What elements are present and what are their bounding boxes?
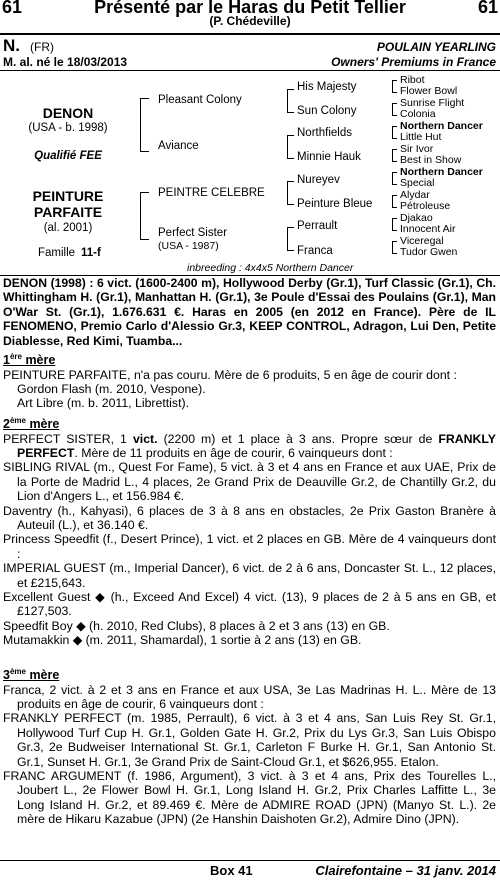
- g4-1: Flower Bowl: [400, 85, 458, 97]
- third-dam-title: [3, 665, 496, 683]
- g4-13: Innocent Air: [400, 223, 456, 235]
- g3-2: Northfields: [297, 127, 352, 139]
- third-dam-section: [3, 665, 496, 827]
- princess-speedfit: Princess Speedfit (f., Desert Prince), 1 vict. et 2 places en GB. Mère de 4 vainqueurs dont :: [3, 532, 496, 561]
- g4-14: Viceregal: [400, 235, 444, 247]
- sire-record-lead: DENON (1998) : 6 vict. (1600-2400 m), Hollywood Derby (Gr.1), Turf Classic (Gr.1), Ch. Whittingham H. (Gr.1), Manhattan H. (Gr.1), 3e Poule d'Essai des Poulains (Gr.1), Man O'War St. (Gr.1),: [3, 276, 496, 319]
- lot-number-right: 61: [477, 0, 498, 17]
- third-dam-title-num: 3: [3, 668, 10, 683]
- first-dam-section: [3, 350, 496, 411]
- mutamakkin: Mutamakkin ◆ (m. 2011, Shamardal), 1 sortie à 2 ans (13) en GB.: [3, 633, 362, 648]
- sire-record: [3, 276, 496, 348]
- dam-origin: (al. 2001): [43, 222, 93, 234]
- second-dam-title: [3, 414, 496, 432]
- dam-sire: PEINTRE CELEBRE: [158, 187, 265, 199]
- g4-9: Special: [400, 177, 435, 189]
- g4-2: Sunrise Flight: [400, 97, 465, 109]
- sale-name-date: Clairefontaine – 31 janv. 2014: [315, 863, 496, 878]
- owners-premiums: Owners' Premiums in France: [331, 55, 496, 69]
- bracket-g3-2: [392, 126, 397, 139]
- footer-rule: [0, 860, 500, 861]
- g3-6: Perrault: [297, 220, 338, 232]
- g3-4: Nureyev: [297, 174, 340, 186]
- bracket-g3-5: [392, 195, 397, 208]
- g4-8: Northern Dancer: [400, 166, 483, 178]
- g4-12: Djakao: [400, 212, 433, 224]
- box-number: Box 41: [210, 863, 253, 878]
- g4-7: Best in Show: [400, 154, 462, 166]
- sire-earnings: 1.676.631 €: [112, 304, 181, 319]
- info-rule: [0, 70, 500, 71]
- first-dam-title: [3, 350, 496, 368]
- frankly-perfect: FRANKLY PERFECT (m. 1985, Perrault), 6 vict. à 3 et 4 ans, San Luis Rey St. Gr.1, Hollywood Turf Cup H. Gr.1, Golden Gate H. Gr.2, Prix du Lys Gr.3, San Luis Obispo Gr.3, 2e Budweiser International St. Gr.1, Carleton F Burke H. Gr.1, San Antonio St. Gr.1, Sunset H. Gr.1, 3e Grand Prix de Saint-Cloud Gr.1, et $626,955. Etalon.: [3, 711, 496, 769]
- g4-3: Colonia: [400, 108, 436, 120]
- g4-4: Northern Dancer: [400, 120, 483, 132]
- sire-sire: Pleasant Colony: [158, 94, 242, 106]
- sire-dam: Aviance: [158, 140, 199, 152]
- sire-name: DENON: [42, 105, 94, 121]
- franca: Franca, 2 vict. à 2 et 3 ans en France et aux USA, 3e Las Madrinas H. L.. Mère de 13 produits en âge de courir, 6 vainqueurs dont :: [3, 682, 496, 711]
- g3-0: His Majesty: [297, 81, 357, 93]
- second-dam-text: [3, 432, 496, 461]
- second-dam-text-a: PERFECT SISTER, 1: [3, 431, 133, 446]
- g4-6: Sir Ivor: [400, 143, 434, 155]
- bracket-g3-4: [392, 172, 397, 185]
- g4-11: Pétroleuse: [400, 200, 451, 212]
- franc-argument: FRANC ARGUMENT (f. 1986, Argument), 3 vict. à 3 et 4 ans, Prix des Tourelles L., Joubert L., 2e Flower Bowl H. Gr.1, Long Island H. Gr.2, Prix Charles Laffitte L., 3e Long Island H. Gr.2, et 89.469 €. Mère de ADMIRE ROAD (JPN) (Manyo St. L.). 2e mère de Hikaru Kazabue (JPN) (2e Hanshin Daishoten Gr.2), Admire Dino (JPN).: [3, 769, 496, 827]
- second-dam-section: [3, 414, 496, 648]
- inbreeding-note: inbreeding : 4x4x5 Northern Dancer: [187, 262, 354, 274]
- g4-15: Tudor Gwen: [400, 246, 458, 258]
- second-dam-text-e: . Mère de 11 produits en âge de courir, 6 vainqueurs dont :: [74, 445, 393, 460]
- lot-number: 61: [2, 0, 23, 17]
- sire-origin: (USA - b. 1998): [28, 122, 108, 134]
- sex-birth: M. al. né le 18/03/2013: [3, 55, 128, 69]
- bracket-g3-6: [392, 218, 397, 231]
- excellent-guest: Excellent Guest ◆ (h., Exceed And Excel) 4 vict. (13), 9 places de 2 à 5 ans en GB, et £127,503.: [3, 590, 496, 619]
- dam-name-2: PARFAITE: [33, 204, 103, 220]
- horse-country: (FR): [30, 40, 54, 54]
- bracket-g2-0: [287, 89, 294, 113]
- g3-7: Franca: [297, 245, 333, 257]
- sire-qualification: Qualifié FEE: [34, 150, 102, 162]
- first-dam-produce-2: Art Libre (m. b. 2011, Librettist).: [17, 396, 189, 411]
- bracket-g3-3: [392, 149, 397, 162]
- g3-3: Minnie Hauk: [297, 151, 361, 163]
- bracket-sire: [140, 98, 149, 152]
- first-dam-title-sup: ère: [9, 352, 22, 361]
- bracket-g3-0: [392, 80, 397, 93]
- speedfit-boy: Speedfit Boy ◆ (h. 2010, Red Clubs), 8 places à 2 et 3 ans (13) en GB.: [3, 618, 390, 633]
- second-dam-text-c: (2200 m) et 1 place à 3 ans. Propre sœur de: [157, 431, 439, 446]
- dam-name-1: PEINTURE: [32, 188, 104, 204]
- page-subtitle: (P. Chédeville): [209, 14, 291, 28]
- bracket-g2-3: [287, 227, 294, 251]
- header-rule: [0, 33, 500, 35]
- dam-dam: Perfect Sister: [158, 227, 228, 239]
- family-label: Famille: [38, 247, 76, 259]
- third-dam-title-text: mère: [25, 668, 60, 683]
- bracket-g3-7: [392, 241, 397, 254]
- g4-5: Little Hut: [400, 131, 442, 143]
- second-dam-title-text: mère: [25, 417, 60, 432]
- g3-5: Peinture Bleue: [297, 198, 373, 210]
- sire-record-rest: . Haras en 2005 (en 2012 en France). Père de IL FENOMENO, Premio Carlo d'Alessio Gr.3, KEEP CONTROL, Adragon, Lui Den, Petite Diablesse, Red Kimi, Tuamba...: [3, 304, 496, 348]
- sibling-rival: SIBLING RIVAL (m., Quest For Fame), 5 vict. à 3 et 4 ans en France et aux UAE, Prix de la Porte de Madrid L., 4 places, 2e Grand Prix de Deauville Gr.2, de Chantilly Gr.2, du Lion d'Angers L., et 156.984 €.: [3, 460, 496, 504]
- second-dam-text-b: vict.: [132, 431, 158, 446]
- imperial-guest: IMPERIAL GUEST (m., Imperial Dancer), 6 vict. de 2 à 6 ans, Doncaster St. L., 12 places, et £215,643.: [3, 561, 496, 590]
- bracket-g2-2: [287, 181, 294, 205]
- first-dam-text: PEINTURE PARFAITE, n'a pas couru. Mère de 6 produits, 5 en âge de courir dont :: [3, 367, 457, 382]
- bracket-dam: [140, 192, 149, 240]
- g4-10: Alydar: [400, 189, 430, 201]
- g4-0: Ribot: [400, 74, 425, 86]
- horse-category: POULAIN YEARLING: [376, 40, 496, 54]
- first-dam-produce-1: Gordon Flash (m. 2010, Vespone).: [17, 381, 206, 396]
- page-title: Présenté par le Haras du Petit Tellier: [94, 0, 406, 17]
- g3-1: Sun Colony: [297, 105, 357, 117]
- first-dam-title-num: 1: [3, 353, 10, 368]
- daventry: Daventry (h., Kahyasi), 6 places de 3 à 8 ans en obstacles, 2e Prix Gaston Branère à Auteuil (L.), et 36.140 €.: [3, 503, 496, 532]
- third-dam-title-sup: ème: [9, 667, 26, 676]
- bracket-g2-1: [287, 135, 294, 159]
- horse-name: N.: [3, 36, 20, 55]
- second-dam-title-sup: ème: [9, 416, 26, 425]
- first-dam-title-text: mère: [21, 353, 56, 368]
- bracket-g3-1: [392, 103, 397, 116]
- family-value: 11-f: [81, 247, 101, 259]
- second-dam-title-num: 2: [3, 417, 10, 432]
- dam-dam-origin: (USA - 1987): [158, 240, 219, 252]
- second-dam-text-d: FRANKLY PERFECT: [17, 431, 496, 460]
